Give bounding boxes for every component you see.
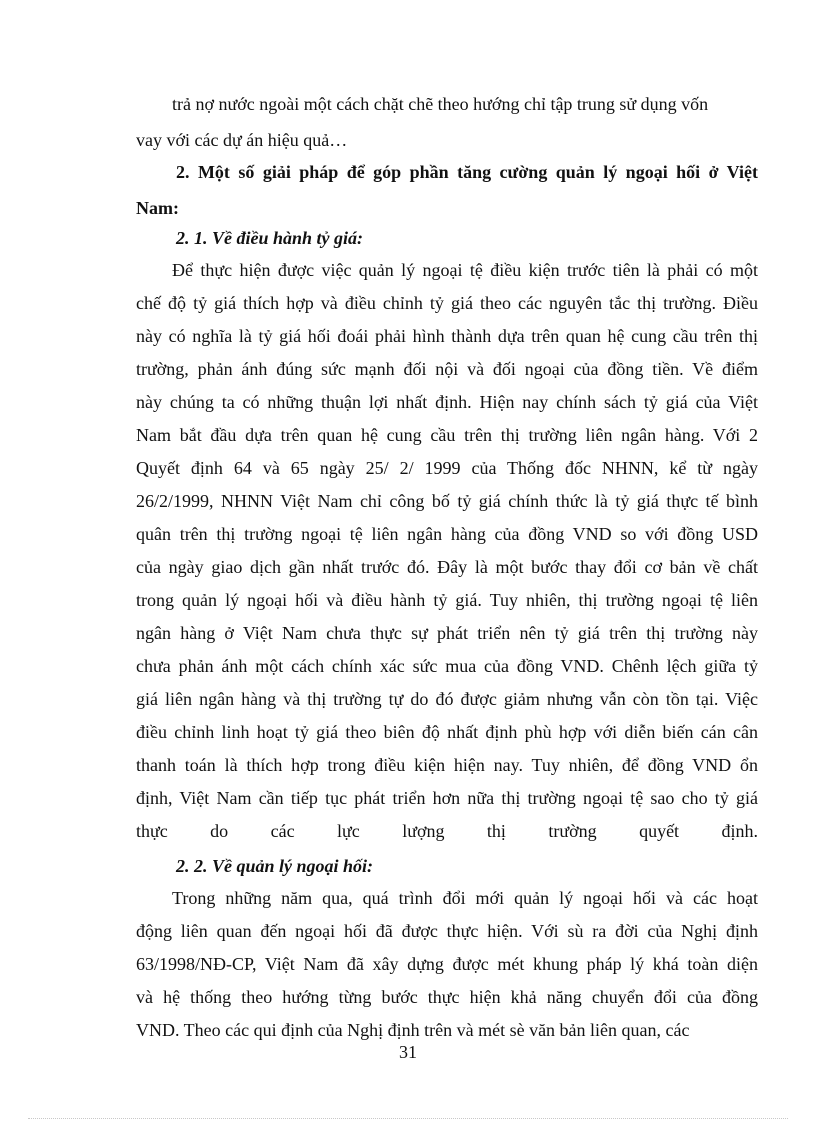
body-text-line: chưa phản ánh một cách chính xác sức mua của đồng VND. Chênh lệch giữa tỷ [136,656,758,676]
body-text-line: quân trên thị trường ngoại tệ liên ngân hàng của đồng VND so với đồng USD [136,524,758,544]
page-number: 31 [399,1042,417,1062]
body-text-line: trường, phản ánh đúng sức mạnh đối nội và đối ngoại của đồng tiền. Về điểm [136,359,758,379]
body-text-line: này chúng ta có những thuận lợi nhất định. Hiện nay chính sách tỷ giá của Việt [136,392,758,412]
body-text-line: Để thực hiện được việc quản lý ngoại tệ điều kiện trước tiên là phải có một [172,260,758,280]
body-text-line: điều chỉnh linh hoạt tỷ giá theo biên độ nhất định phù hợp với diễn biến cán cân [136,722,758,742]
body-text-line: động liên quan đến ngoại hối đã được thực hiện. Với sù ra đời của Nghị định [136,921,758,941]
body-text-line: chế độ tỷ giá thích hợp và điều chỉnh tỷ giá theo các nguyên tắc thị trường. Điều [136,293,758,313]
body-text-line: của ngày giao dịch gần nhất trước đó. Đây là một bước thay đổi cơ bản về chất [136,557,758,577]
page-bottom-divider [28,1118,788,1119]
section-heading: 2. Một số giải pháp để góp phần tăng cường quản lý ngoại hối ở Việt [176,162,758,182]
body-text-line: 26/2/1999, NHNN Việt Nam chỉ công bố tỷ giá chính thức là tỷ giá thực tế bình [136,491,758,511]
body-text-line: thực do các lực lượng thị trường quyết định. [136,821,758,841]
subsection-heading: 2. 2. Về quản lý ngoại hối: [176,856,374,876]
body-text-line: định, Việt Nam cần tiếp tục phát triển hơn nữa thị trường ngoại tệ sao cho tỷ giá [136,788,758,808]
body-text-line: Quyết định 64 và 65 ngày 25/ 2/ 1999 của Thống đốc NHNN, kể từ ngày [136,458,758,478]
body-text-line: thanh toán là thích hợp trong điều kiện hiện nay. Tuy nhiên, để đồng VND ổn [136,755,758,775]
body-text-line: Nam bắt đầu dựa trên quan hệ cung cầu trên thị trường liên ngân hàng. Với 2 [136,425,758,445]
body-text-line: trả nợ nước ngoài một cách chặt chẽ theo hướng chỉ tập trung sử dụng vốn [172,94,709,114]
body-text-line: giá liên ngân hàng và thị trường tự do đó được giảm nhưng vẫn còn tồn tại. Việc [136,689,758,709]
body-text-line: 63/1998/NĐ-CP, Việt Nam đã xây dựng được mét khung pháp lý khá toàn diện [136,954,758,974]
body-text-line: Trong những năm qua, quá trình đổi mới quản lý ngoại hối và các hoạt [172,888,758,908]
body-text-line: và hệ thống theo hướng từng bước thực hiện khả năng chuyển đổi của đồng [136,987,758,1007]
body-text-line: này có nghĩa là tỷ giá hối đoái phải hình thành dựa trên quan hệ cung cầu trên thị [136,326,758,346]
subsection-heading: 2. 1. Về điều hành tỷ giá: [176,228,364,248]
body-text-line: VND. Theo các qui định của Nghị định trên và mét sè văn bản liên quan, các [136,1020,690,1040]
body-text-line: vay với các dự án hiệu quả… [136,130,348,150]
section-heading-continuation: Nam: [136,198,179,218]
body-text-line: trong quản lý ngoại hối và điều hành tỷ giá. Tuy nhiên, thị trường ngoại tệ liên [136,590,758,610]
body-text-line: ngân hàng ở Việt Nam chưa thực sự phát triển nên tỷ giá trên thị trường này [136,623,758,643]
